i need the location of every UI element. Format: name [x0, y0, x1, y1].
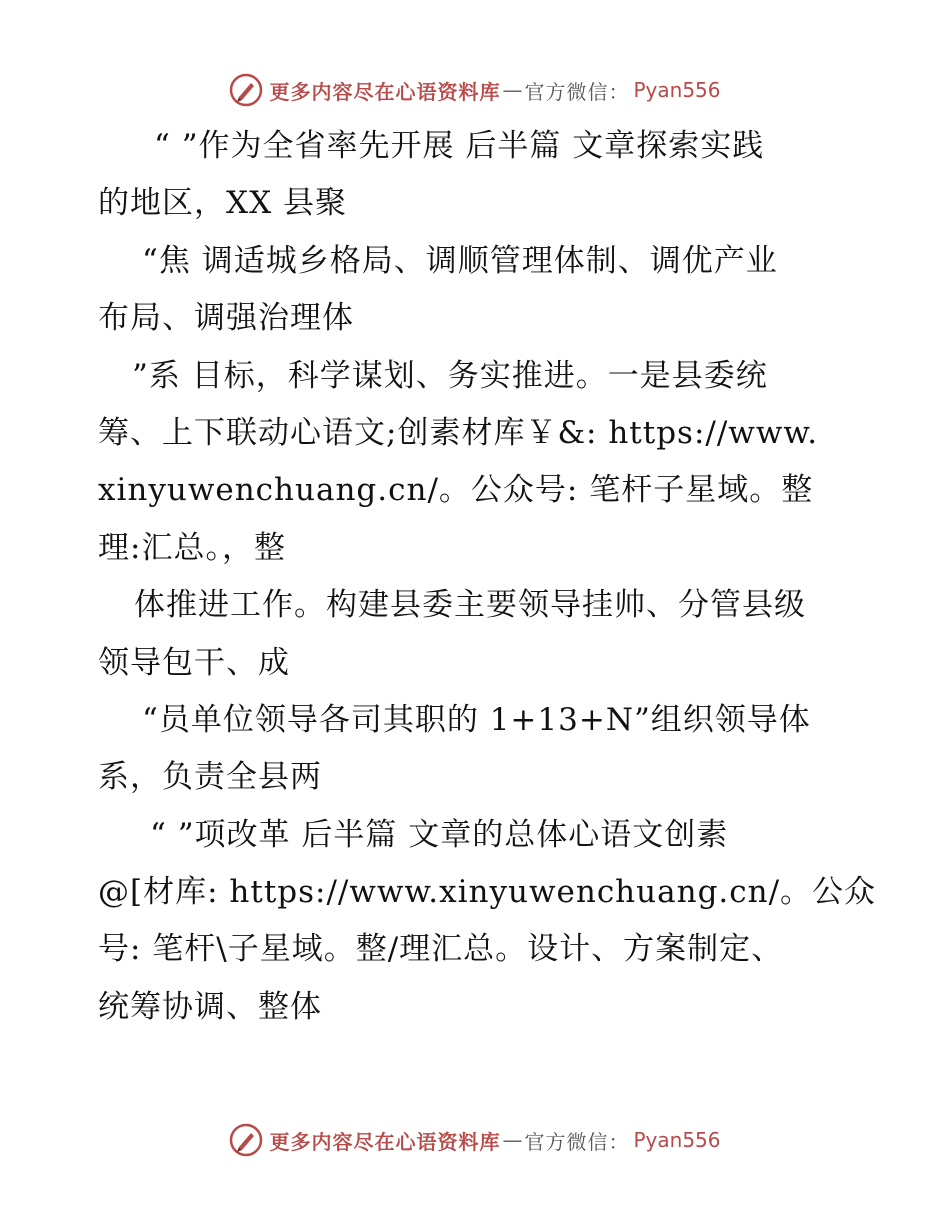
text-line: 筹、上下联动心语文;创素材库￥&: https://www. [98, 414, 819, 451]
text-line: @[材库: https://www.xinyuwenchuang.cn/。公众 [98, 874, 877, 911]
pen-logo-icon [229, 73, 263, 107]
document-body [98, 118, 877, 1036]
text-line: 号: 笔杆\子星域。整/理汇总。设计、方案制定、 [98, 931, 784, 968]
banner-official-label: 官方微信： [524, 1129, 630, 1154]
text-line: 领导包干、成 [98, 644, 290, 681]
text-line: 系，负责全县两 [98, 759, 322, 796]
text-line: 布局、调强治理体 [98, 300, 354, 337]
footer-banner [0, 1120, 950, 1160]
pen-logo-icon [229, 1123, 263, 1157]
text-line: “焦 调适城乡格局、调顺管理体制、调优产业 [142, 242, 778, 279]
text-line: “员单位领导各司其职的 1+13+N”组织领导体 [142, 701, 811, 738]
text-line: 理:汇总。，整 [98, 529, 286, 566]
text-line: 体推进工作。构建县委主要领导挂帅、分管县级 [134, 587, 806, 624]
banner-text: 更多内容尽在心语资料库 [269, 1129, 501, 1154]
text-line: “ ”项改革 后半篇 文章的总体心语文创素 [150, 816, 729, 853]
text-line: 的地区，XX 县聚 [98, 185, 347, 222]
banner-text: 更多内容尽在心语资料库 [269, 79, 501, 104]
text-line: ”系 目标，科学谋划、务实推进。一是县委统 [132, 357, 768, 394]
text-line: 统筹协调、整体 [98, 988, 322, 1025]
banner-official-label: 官方微信： [524, 79, 630, 104]
banner-wechat-id: Pyan556 [633, 78, 721, 102]
banner-separator: — [502, 78, 523, 102]
header-banner [0, 70, 950, 110]
text-line: “ ”作为全省率先开展 后半篇 文章探索实践 [154, 128, 765, 164]
text-line: xinyuwenchuang.cn/。公众号: 笔杆子星域。整 [98, 472, 814, 509]
banner-separator: — [502, 1128, 523, 1152]
banner-wechat-id: Pyan556 [633, 1128, 721, 1152]
